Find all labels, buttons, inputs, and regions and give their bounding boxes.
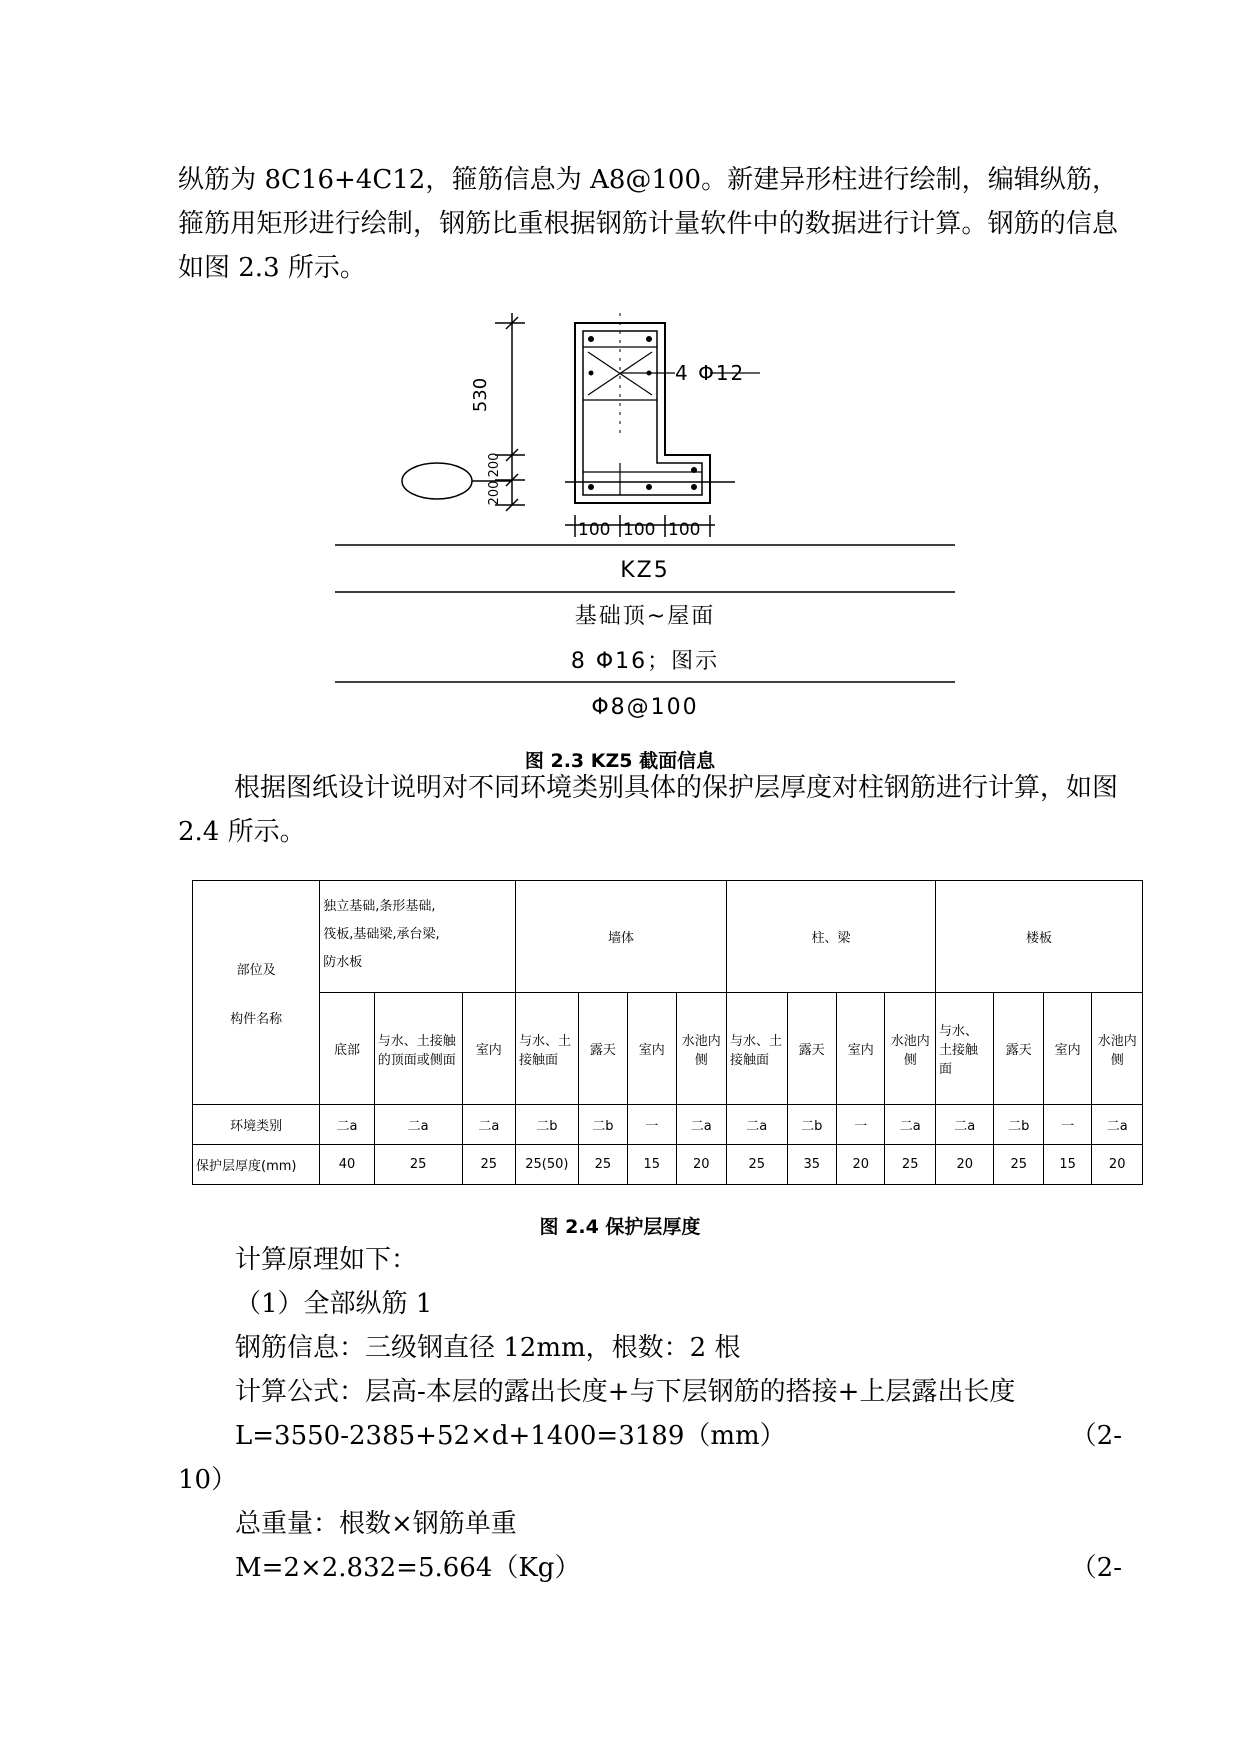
- dim-left-lower2: 200: [487, 480, 502, 506]
- dim-bottom-3: 100: [668, 520, 701, 540]
- cover-cell: 20: [676, 1145, 726, 1185]
- sub-header: 与水、土接触面: [516, 993, 579, 1105]
- cover-cell: 20: [935, 1145, 994, 1185]
- figure-2-3-caption: 图 2.3 KZ5 截面信息: [524, 750, 716, 772]
- cover-cell: 25: [885, 1145, 935, 1185]
- cover-cell: 25: [727, 1145, 788, 1185]
- cover-cell: 25: [374, 1145, 462, 1185]
- paragraph-2: 根据图纸设计说明对不同环境类别具体的保护层厚度对柱钢筋进行计算，如图 2.4 所示。: [178, 773, 1119, 847]
- cover-cell: 20: [837, 1145, 885, 1185]
- env-cell: 二b: [787, 1105, 836, 1145]
- cover-cell: 15: [628, 1145, 676, 1185]
- env-cell: 二b: [516, 1105, 579, 1145]
- cover-cell: 40: [320, 1145, 375, 1185]
- env-cell: 二a: [374, 1105, 462, 1145]
- group-foundation: 独立基础,条形基础, 筏板,基础梁,承台梁, 防水板: [320, 881, 516, 993]
- sub-header: 水池内侧: [885, 993, 935, 1105]
- equation-1-number-a: （2-: [1070, 1421, 1122, 1451]
- cover-cell: 25: [994, 1145, 1043, 1185]
- dimension-lines: [402, 313, 735, 511]
- sub-header: 露天: [578, 993, 627, 1105]
- sub-header: 底部: [320, 993, 375, 1105]
- cover-cell: 25: [462, 1145, 516, 1185]
- sub-header: 水池内侧: [1092, 993, 1143, 1105]
- sub-header: 水池内侧: [676, 993, 726, 1105]
- sub-header-row: [193, 993, 1143, 1105]
- group-wall: 墙体: [516, 881, 727, 993]
- kz5-section-figure: [330, 305, 970, 725]
- env-cell: 一: [628, 1105, 676, 1145]
- formula: 计算公式：层高-本层的露出长度+与下层钢筋的搭接+上层露出长度: [235, 1377, 1016, 1407]
- env-cell: 二a: [727, 1105, 788, 1145]
- cover-row: [193, 1145, 1143, 1185]
- calc-heading: 计算原理如下：: [235, 1245, 418, 1275]
- figure-row-bars: 8 Φ16；图示: [570, 649, 720, 674]
- group-slab: 楼板: [935, 881, 1142, 993]
- env-cell: 二a: [935, 1105, 994, 1145]
- sub-header: 室内: [1043, 993, 1091, 1105]
- figure-2-4-caption: 图 2.4 保护层厚度: [539, 1216, 701, 1238]
- equation-2: M=2×2.832=5.664（Kg）: [235, 1553, 581, 1583]
- cover-cell: 25(50): [516, 1145, 579, 1185]
- weight-label: 总重量：根数×钢筋单重: [235, 1509, 517, 1539]
- env-cell: 二a: [462, 1105, 516, 1145]
- cover-thickness-table: [192, 880, 1143, 1185]
- cover-label: 保护层厚度(mm): [193, 1145, 320, 1185]
- env-cell: 二a: [676, 1105, 726, 1145]
- sub-header: 室内: [462, 993, 516, 1105]
- sub-header: 与水、土接触面: [935, 993, 994, 1105]
- figure-row-range: 基础顶~屋面: [574, 604, 716, 629]
- env-cell: 二b: [578, 1105, 627, 1145]
- env-label: 环境类别: [193, 1105, 320, 1145]
- intro-paragraph: 纵筋为 8C16+4C12，箍筋信息为 A8@100。新建异形柱进行绘制，编辑纵筋，箍筋用矩形进行绘制，钢筋比重根据钢筋计量软件中的数据进行计算。钢筋的信息如图 2.3 所示。: [178, 165, 1118, 283]
- group-column-beam: 柱、梁: [727, 881, 936, 993]
- cover-cell: 35: [787, 1145, 836, 1185]
- bar-callout: 4 Φ12: [675, 361, 746, 385]
- env-cell: 二b: [994, 1105, 1043, 1145]
- equation-2-number: （2-: [1070, 1553, 1122, 1583]
- figure-row-stirrup: Φ8@100: [591, 695, 699, 720]
- env-cell: 二a: [320, 1105, 375, 1145]
- env-row: [193, 1105, 1143, 1145]
- sub-header: 露天: [994, 993, 1043, 1105]
- cover-cell: 20: [1092, 1145, 1143, 1185]
- column-outline: [575, 313, 710, 503]
- cover-cell: 25: [578, 1145, 627, 1185]
- sub-header: 与水、土接触面: [727, 993, 788, 1105]
- sub-header: 露天: [787, 993, 836, 1105]
- cover-cell: 15: [1043, 1145, 1091, 1185]
- env-cell: 二a: [1092, 1105, 1143, 1145]
- dim-bottom-1: 100: [578, 520, 611, 540]
- dim-left-upper: 530: [470, 377, 491, 413]
- env-cell: 一: [1043, 1105, 1091, 1145]
- figure-row-kz5: KZ5: [620, 558, 670, 583]
- part-header: 部位及 构件名称: [193, 881, 320, 1105]
- env-cell: 一: [837, 1105, 885, 1145]
- calc-item-1: （1）全部纵筋 1: [235, 1289, 433, 1319]
- sub-header: 室内: [837, 993, 885, 1105]
- equation-1: L=3550-2385+52×d+1400=3189（mm）: [235, 1421, 786, 1451]
- sub-header: 室内: [628, 993, 676, 1105]
- equation-1-number-b: 10）: [178, 1465, 238, 1495]
- sub-header: 与水、土接触的顶面或侧面: [374, 993, 462, 1105]
- dim-bottom-2: 100: [623, 520, 656, 540]
- bar-info: 钢筋信息：三级钢直径 12mm，根数：2 根: [235, 1333, 741, 1363]
- dim-left-lower: 200: [487, 452, 502, 478]
- env-cell: 二a: [885, 1105, 935, 1145]
